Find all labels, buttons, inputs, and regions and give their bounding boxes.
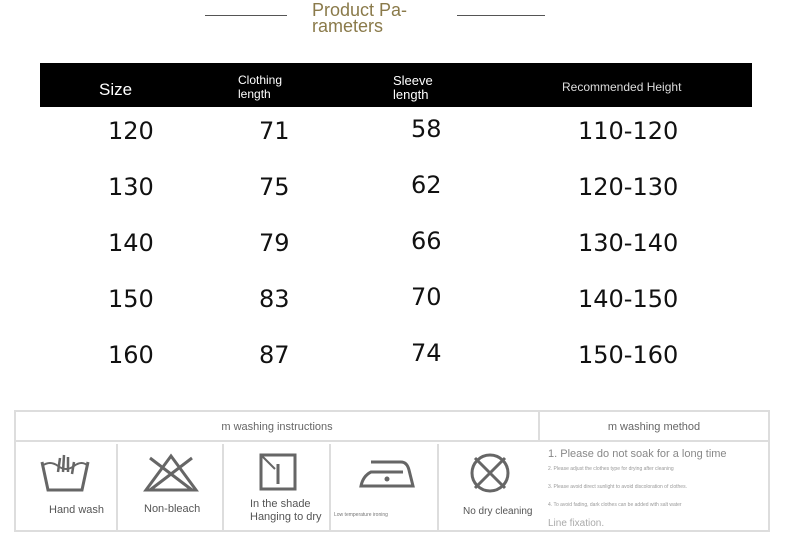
- sleeve-length-cell: 62: [411, 171, 442, 199]
- height-cell: 150-160: [578, 341, 679, 369]
- sleeve-length-cell: 66: [411, 227, 442, 255]
- non-bleach-label: Non-bleach: [144, 503, 201, 515]
- height-cell: 120-130: [578, 173, 679, 201]
- care-item-hand-wash: [16, 444, 118, 532]
- method-line-5: Line fixation.: [548, 518, 605, 529]
- table-row: [0, 173, 790, 229]
- sleeve-length-cell: 74: [411, 339, 442, 367]
- care-item-shade-dry: [224, 444, 331, 532]
- header-clothing-length: Clothing length: [238, 73, 283, 101]
- clothing-length-cell: 75: [259, 173, 290, 201]
- title-divider-right: [457, 15, 545, 16]
- shade-dry-icon: [258, 452, 298, 492]
- table-row: [0, 341, 790, 397]
- header-size: Size: [99, 80, 133, 99]
- header-recommended-height: Recommended Height: [562, 80, 682, 94]
- shade-dry-label: In the shade Hanging to dry: [250, 498, 322, 523]
- washing-method-header: m washing method: [540, 412, 768, 442]
- sleeve-length-cell: 58: [411, 115, 442, 143]
- washing-panel: [14, 410, 770, 532]
- page-title: Product Pa- rameters: [312, 0, 408, 36]
- method-line-2: 2. Please adjust the clothes type for drying after cleaning: [548, 466, 674, 472]
- table-header: [40, 63, 752, 107]
- sleeve-length-cell: 70: [411, 283, 442, 311]
- care-item-non-bleach: [118, 444, 224, 532]
- table-row: [0, 285, 790, 341]
- table-row: [0, 229, 790, 285]
- hand-wash-label: Hand wash: [49, 504, 105, 516]
- no-bleach-icon: [142, 452, 200, 494]
- no-dry-clean-label: No dry cleaning: [463, 506, 533, 517]
- size-cell: 140: [108, 229, 154, 257]
- care-item-iron: [331, 444, 439, 532]
- height-cell: 130-140: [578, 229, 679, 257]
- title-divider-left: [205, 15, 287, 16]
- clothing-length-cell: 71: [259, 117, 290, 145]
- method-line-4: 4. To avoid fading, dark clothes can be added with salt water: [548, 502, 682, 508]
- size-cell: 150: [108, 285, 154, 313]
- size-cell: 120: [108, 117, 154, 145]
- washing-instructions-header: m washing instructions: [16, 412, 540, 442]
- header-sleeve-length: Sleeve length: [393, 73, 433, 102]
- method-line-1: 1. Please do not soak for a long time: [548, 448, 727, 460]
- iron-label: Low temperature ironing: [334, 512, 388, 518]
- clothing-length-cell: 83: [259, 285, 290, 313]
- iron-low-icon: [357, 456, 417, 490]
- clothing-length-cell: 87: [259, 341, 290, 369]
- no-dry-clean-icon: [467, 450, 513, 496]
- size-cell: 130: [108, 173, 154, 201]
- clothing-length-cell: 79: [259, 229, 290, 257]
- method-line-3: 3. Please avoid direct sunlight to avoid discoloration of clothes.: [548, 484, 687, 490]
- height-cell: 110-120: [578, 117, 679, 145]
- table-row: [0, 117, 790, 173]
- washing-method-text: [542, 444, 768, 532]
- hand-wash-icon: [38, 452, 92, 494]
- size-cell: 160: [108, 341, 154, 369]
- care-item-no-dry-clean: [439, 444, 540, 532]
- height-cell: 140-150: [578, 285, 679, 313]
